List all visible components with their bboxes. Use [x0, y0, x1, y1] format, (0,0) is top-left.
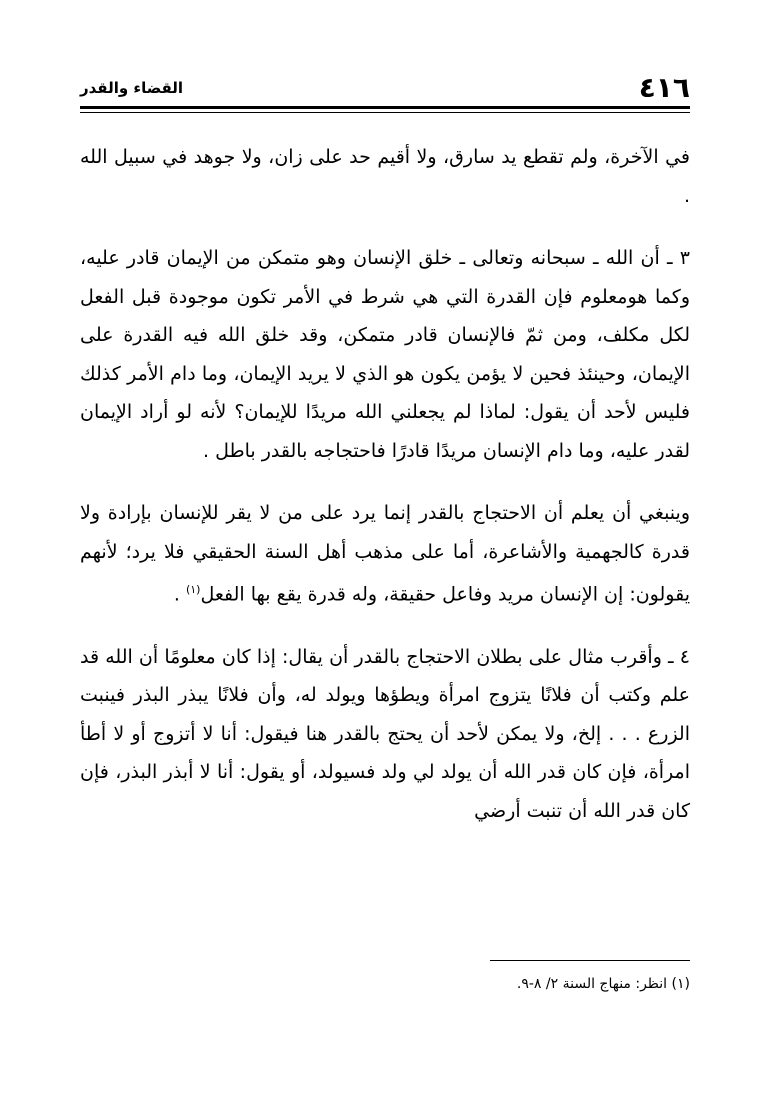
- running-title: القضاء والقدر: [80, 79, 184, 97]
- paragraph-2: ٣ ـ أن الله ـ سبحانه وتعالى ـ خلق الإنسان وهو متمكن من الإيمان قادر عليه، وكما هومعلوم فإن القدرة التي هي شرط في الأمر تكون موجودة قبل الفعل لكل مكلف، ومن ثمّ فالإنسان قادر متمكن، وقد خلق الله فيه القدرة على الإيمان، وحينئذ فحين لا يؤمن يكون هو الذي لا يريد الإيمان، وما دام الأمر كذلك فليس لأحد أن يقول: لماذا لم يجعلني الله مريدًا للإيمان؟ لأنه لو أراد الإيمان لقدر عليه، وما دام الإنسان مريدًا قادرًا فاحتجاجه بالقدر باطل .: [80, 247, 690, 462]
- footnote-marker: (١): [185, 583, 201, 596]
- page-number: ٤١٦: [638, 71, 690, 104]
- paragraph-4: ٤ ـ وأقرب مثال على بطلان الاحتجاج بالقدر أن يقال: إذا كان معلومًا أن الله قد علم وكتب أن فلانًا يتزوج امرأة ويطؤها ويولد له، وأن فلانًا يبذر البذر فينبت الزرع . . . إلخ، ولا يمكن لأحد أن يحتج بالقدر هنا فيقول: أنا لا أتزوج أو لا أطأ امرأة، فإن كان قدر الله أن يولد لي ولد فسيولد، أو يقول: أنا لا أبذر البذر، فإن كان قدر الله أن تنبت أرضي: [80, 645, 690, 822]
- paragraph-3-text: وينبغي أن يعلم أن الاحتجاج بالقدر إنما يرد على من لا يقر للإنسان بإرادة ولا قدرة كالجهمية والأشاعرة، أما على مذهب أهل السنة الحقيقي فلا يرد؛ لأنهم يقولون: إن الإنسان مريد وفاعل حقيقة، وله قدرة يقع بها الفعل: [80, 502, 690, 606]
- body-text: [80, 138, 690, 854]
- paragraph-3: [80, 494, 690, 614]
- paragraph-3-end: .: [173, 583, 186, 606]
- book-page: [80, 0, 690, 1101]
- footnote-rule: [490, 960, 690, 961]
- page-header: [80, 70, 690, 110]
- header-rule-thick: [80, 106, 690, 109]
- header-rule-thin: [80, 112, 690, 113]
- paragraph-1: في الآخرة، ولم تقطع يد سارق، ولا أقيم حد على زان، ولا جوهد في سبيل الله .: [80, 146, 690, 207]
- footnote: (١) انظر: منهاج السنة ٢/ ٨-٩.: [516, 976, 690, 992]
